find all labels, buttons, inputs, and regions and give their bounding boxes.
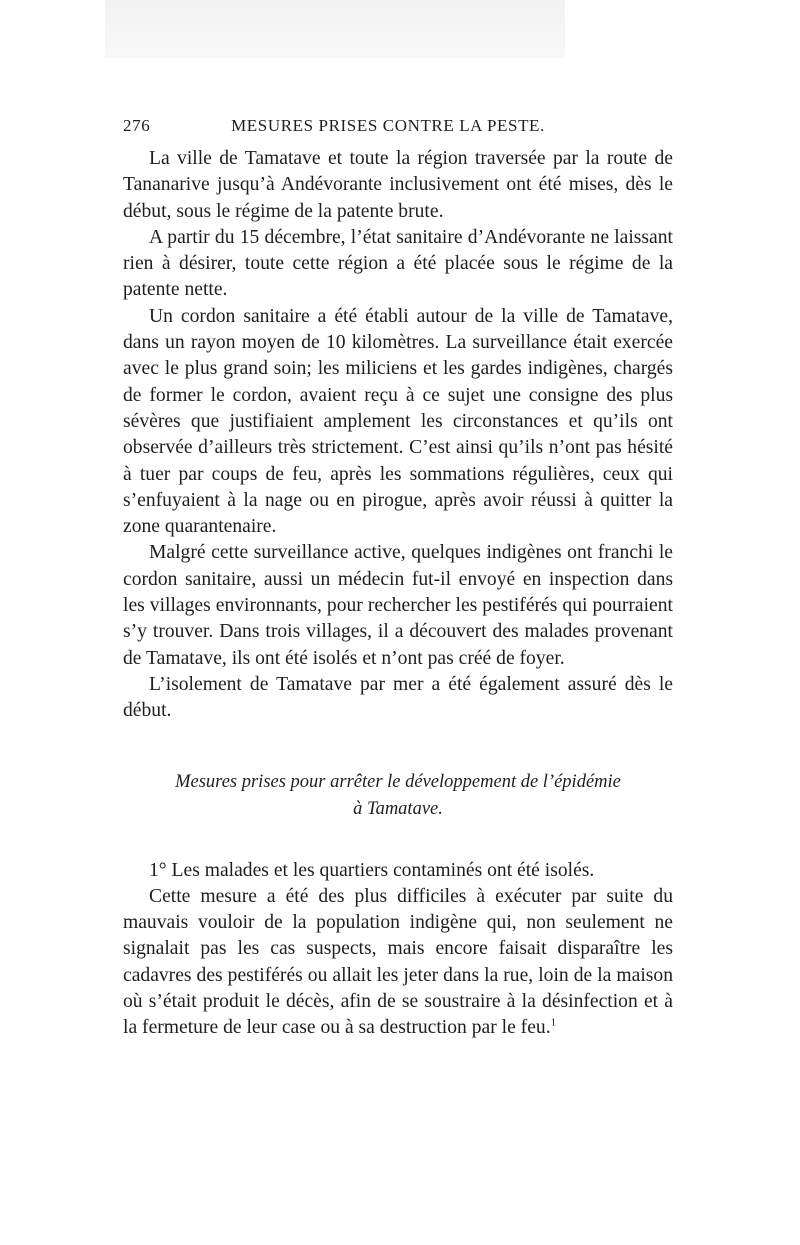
paragraph-cordon-sanitaire: Un cordon sanitaire a été établi autour de la ville de Tamatave, dans un rayon moyen de 10 kilomètres. La surveillance était exercée avec le plus grand soin; les miliciens et les gardes indigènes, chargés de former le cordon, avaient reçu à ce sujet une consigne des plus sévères que justifiaient amplement les circonstances et qu’ils ont observée d’ailleurs très strictement. C’est ainsi qu’ils n’ont pas hésité à tuer par coups de feu, après les sommations régulières, ceux qui s’enfuyaient à la nage ou en pirogue, après avoir réussi à quitter la zone quarantenaire.	[123, 305, 673, 538]
paragraph-surveillance-villages: Malgré cette surveillance active, quelques indigènes ont franchi le cordon sanitaire, aussi un médecin fut-il envoyé en inspection dans les villages environnants, pour rechercher les pestiférés qui pourraient s’y trouver. Dans trois villages, il a découvert des malades provenant de Tamatave, ils ont été isolés et n’ont pas créé de foyer.	[123, 542, 673, 669]
paragraph-malades-isoles: 1° Les malades et les quartiers contaminés ont été isolés.	[149, 859, 595, 881]
section-heading	[123, 769, 673, 823]
paragraph-patente-brute: La ville de Tamatave et toute la région traversée par la route de Tananarive jusqu’à Andévorante inclusivement ont été mises, dès le début, sous le régime de la patente brute.	[123, 148, 673, 222]
running-title: MESURES PRISES CONTRE LA PESTE.	[231, 116, 545, 135]
footnote-marker: 1	[550, 1016, 557, 1029]
section-heading-line-1: Mesures prises pour arrêter le développement de l’épidémie	[175, 771, 621, 792]
section-heading-line-2: à Tamatave.	[353, 798, 443, 819]
body-text	[123, 146, 673, 725]
book-page	[123, 116, 673, 1042]
scan-margin-strip	[105, 0, 565, 58]
paragraph-mesure-difficile-text: Cette mesure a été des plus difficiles à exécuter par suite du mauvais vouloir de la population indigène qui, non seulement ne signalait pas les cas suspects, mais encore faisait disparaître les cadavres des pestiférés ou allait les jeter dans la rue, loin de la maison où s’était produit le décès, afin de se soustraire à la désinfection et à la fermeture de leur case ou à sa destruction par le feu.	[123, 885, 673, 1039]
running-head	[123, 116, 673, 146]
section-body-text	[123, 858, 673, 1042]
paragraph-patente-nette: A partir du 15 décembre, l’état sanitaire d’Andévorante ne laissant rien à désirer, toute cette région a été placée sous le régime de la patente nette.	[123, 226, 673, 301]
page-number: 276	[123, 116, 151, 135]
paragraph-isolement-mer: L’isolement de Tamatave par mer a été également assuré dès le début.	[123, 673, 673, 722]
paragraph-mesure-difficile	[123, 884, 673, 1042]
